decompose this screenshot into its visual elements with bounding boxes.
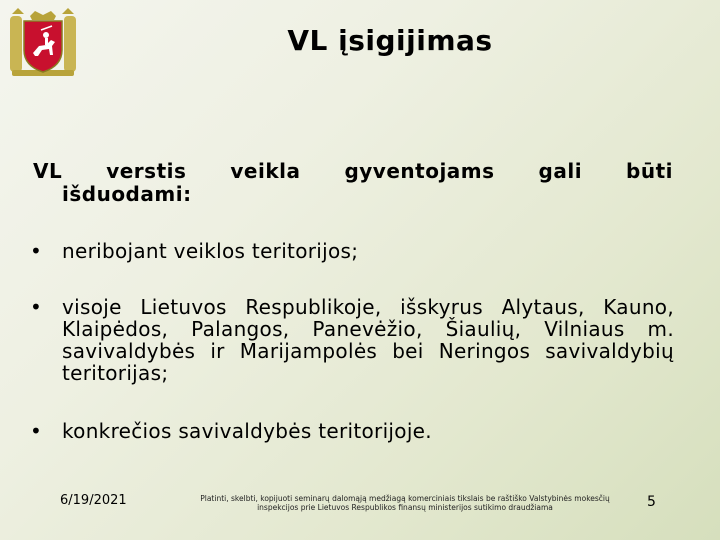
coat-of-arms-icon [8,8,78,78]
slide-title: VL įsigijimas [287,24,493,57]
list-item [30,240,674,262]
bullet-list [30,240,674,442]
bullet-text: neribojant veiklos teritorijos; [62,239,359,263]
list-item [30,296,674,384]
list-item [30,420,674,442]
page-number: 5 [647,494,656,510]
footer-copyright-note: Platinti, skelbti, kopijuoti seminarų dalomąją medžiagą komerciniais tikslais be raštiško Valstybinės mokesčių inspekcijos prie Lietuvos Respublikos finansų ministerijos sutikimo draudžiama [200,494,610,512]
bullet-text: visoje Lietuvos Respublikoje, išskyrus Alytaus, Kauno, Klaipėdos, Palangos, Panevėžio, Šiaulių, Vilniaus m. savivaldybės ir Marijampolės bei Neringos savivaldybių teritorijas; [62,295,674,385]
bullet-text: konkrečios savivaldybės teritorijoje. [62,419,432,443]
footer-date: 6/19/2021 [60,493,127,508]
intro-text-line1: VL verstis veikla gyventojams gali būti [33,159,673,183]
intro-text-line2: išduodami: [62,182,192,206]
bullet-icon: • [30,419,43,443]
bullet-icon: • [30,239,43,263]
bullet-icon: • [30,295,43,319]
